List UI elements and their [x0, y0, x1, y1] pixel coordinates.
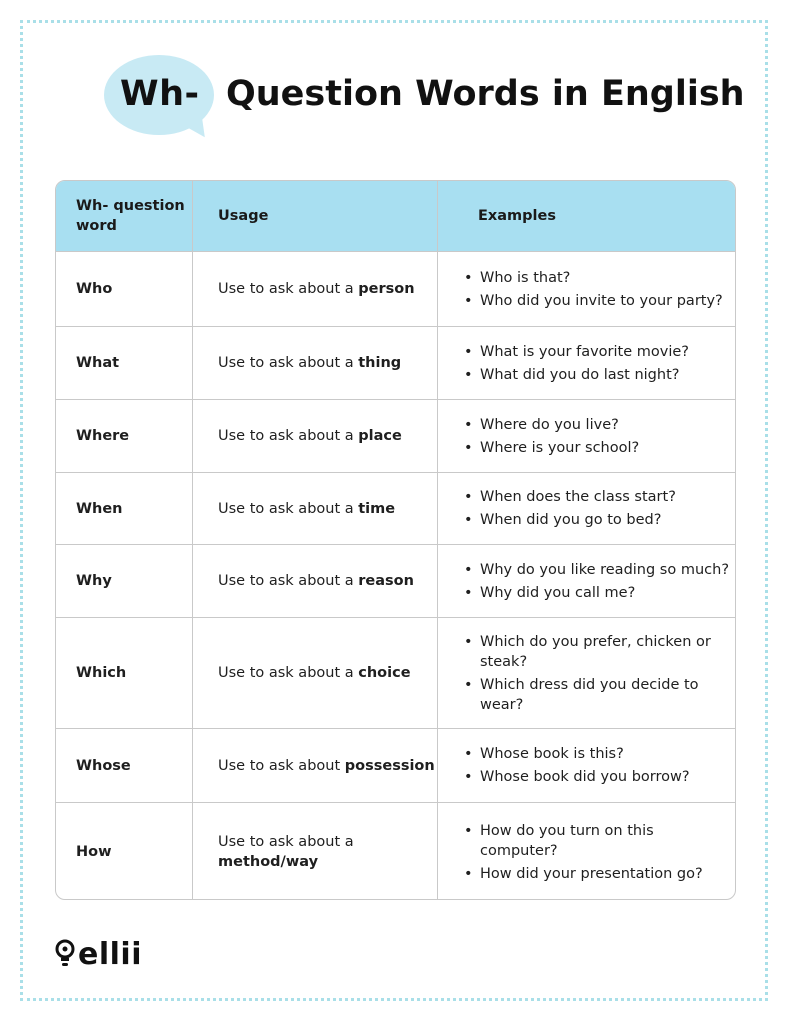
example-text: Which do you prefer, chicken or steak? [480, 633, 711, 670]
usage-prefix: Use to ask about a [218, 500, 359, 517]
bullet-icon: • [464, 343, 473, 360]
usage-prefix: Use to ask about a [218, 281, 359, 297]
examples-cell [464, 803, 734, 900]
bullet-icon: • [464, 769, 473, 785]
usage-keyword: person [358, 281, 415, 297]
examples-cell [464, 618, 734, 728]
usage-prefix: Use to ask about a [218, 355, 359, 371]
example-text: Which dress did you decide to wear? [480, 676, 699, 713]
table-row [56, 326, 735, 399]
bullet-icon: • [464, 489, 473, 505]
usage-prefix: Use to ask about a [218, 834, 354, 850]
bullet-icon: • [464, 676, 473, 693]
page-title [104, 52, 745, 152]
header-usage: Usage [218, 208, 269, 224]
examples-cell [464, 729, 734, 802]
bullet-icon: • [464, 292, 473, 309]
example-item [464, 583, 729, 603]
examples-list [464, 557, 729, 606]
examples-list [464, 629, 734, 718]
question-word: Where [76, 428, 130, 444]
table-header [56, 181, 735, 251]
example-item [464, 675, 734, 715]
example-item [464, 560, 729, 580]
question-word: When [76, 500, 123, 517]
table-row [56, 802, 735, 900]
usage-text [218, 473, 438, 544]
example-item [464, 365, 689, 385]
examples-cell [464, 252, 734, 326]
examples-list [464, 818, 734, 887]
usage-keyword: method/way [218, 854, 319, 870]
question-word: What [76, 355, 120, 371]
question-words-table [55, 180, 736, 900]
header-word: Wh- question word [76, 198, 185, 234]
example-text: Why do you like reading so much? [480, 561, 730, 578]
usage-text [218, 803, 438, 900]
bullet-icon: • [464, 584, 473, 601]
example-text: Whose book is this? [480, 746, 624, 762]
usage-keyword: time [358, 500, 396, 517]
example-text: Whose book did you borrow? [480, 769, 690, 785]
question-word: Who [76, 281, 113, 297]
usage-prefix: Use to ask about a [218, 665, 359, 681]
examples-list [464, 265, 723, 314]
usage-prefix: Use to ask about a [218, 573, 359, 589]
usage-text [218, 729, 438, 802]
example-item [464, 864, 734, 884]
usage-keyword: possession [344, 757, 435, 774]
lightbulb-icon [54, 939, 76, 969]
usage-text [218, 618, 438, 728]
bullet-icon: • [464, 512, 473, 528]
usage-prefix: Use to ask about [218, 757, 345, 774]
example-text: What did you do last night? [480, 366, 680, 383]
bullet-icon: • [464, 416, 473, 433]
header-examples: Examples [478, 208, 556, 224]
question-word: Whose [76, 757, 131, 774]
ellii-logo [54, 934, 142, 974]
examples-list [464, 484, 676, 533]
title-main: Question Words in English [226, 74, 745, 114]
example-item [464, 767, 690, 787]
example-item [464, 268, 723, 288]
usage-text [218, 545, 438, 617]
usage-keyword: choice [358, 665, 411, 681]
example-item [464, 291, 723, 311]
usage-keyword: reason [358, 573, 414, 589]
table-row [56, 399, 735, 472]
examples-list [464, 741, 690, 790]
examples-list [464, 339, 689, 388]
usage-keyword: thing [358, 355, 402, 371]
example-item [464, 438, 639, 458]
example-text: Who is that? [480, 269, 571, 286]
question-word: How [76, 844, 112, 860]
example-item [464, 744, 690, 764]
example-text: When did you go to bed? [480, 512, 662, 528]
bullet-icon: • [464, 633, 473, 650]
example-text: How did your presentation go? [480, 865, 703, 882]
example-text: Where is your school? [480, 439, 640, 456]
example-item [464, 487, 676, 507]
example-text: Why did you call me? [480, 584, 636, 601]
usage-prefix: Use to ask about a [218, 428, 359, 444]
table-row [56, 544, 735, 617]
question-word: Why [76, 573, 112, 589]
bullet-icon: • [464, 865, 473, 882]
column-divider [437, 181, 438, 899]
usage-keyword: place [358, 428, 402, 444]
question-word: Which [76, 665, 127, 681]
examples-cell [464, 545, 734, 617]
title-prefix: Wh- [120, 74, 200, 114]
example-text: Where do you live? [480, 416, 619, 433]
example-item [464, 415, 639, 435]
examples-cell [464, 400, 734, 472]
bullet-icon: • [464, 561, 473, 578]
bullet-icon: • [464, 439, 473, 456]
table-row [56, 617, 735, 728]
example-text: How do you turn on this computer? [480, 822, 654, 859]
table-row [56, 472, 735, 544]
bullet-icon: • [464, 366, 473, 383]
usage-text [218, 400, 438, 472]
usage-text [218, 252, 438, 326]
example-text: Who did you invite to your party? [480, 292, 723, 309]
example-item [464, 632, 734, 672]
bullet-icon: • [464, 746, 473, 762]
examples-list [464, 412, 639, 461]
bullet-icon: • [464, 269, 473, 286]
usage-text [218, 327, 438, 399]
example-text: What is your favorite movie? [480, 343, 689, 360]
example-text: When does the class start? [480, 489, 676, 505]
bullet-icon: • [464, 822, 473, 839]
logo-text: ellii [78, 936, 142, 972]
example-item [464, 342, 689, 362]
examples-cell [464, 327, 734, 399]
column-divider [192, 181, 193, 899]
table-row [56, 728, 735, 802]
table-row [56, 251, 735, 326]
example-item [464, 510, 676, 530]
examples-cell [464, 473, 734, 544]
example-item [464, 821, 734, 861]
